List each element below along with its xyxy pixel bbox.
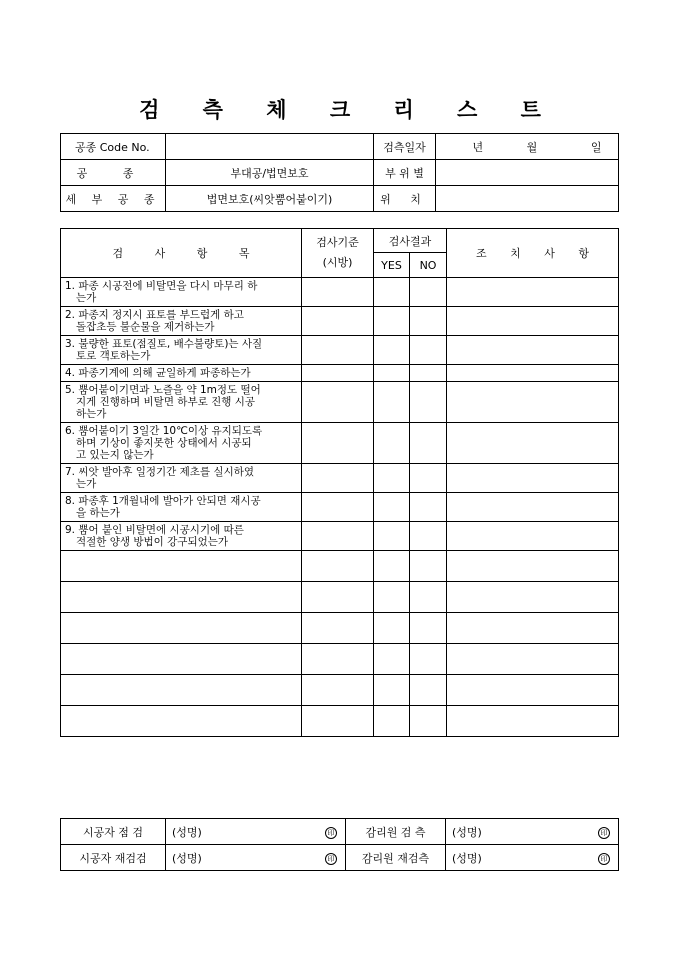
checklist-item-text: [61, 307, 302, 336]
checklist-item-text: [61, 336, 302, 365]
item-line: 돌잡초등 불순물을 제거하는가: [76, 321, 215, 333]
item-line: 토로 객토하는가: [76, 350, 151, 362]
checklist-item-text: [61, 423, 302, 464]
standard-cell[interactable]: [302, 551, 374, 582]
no-cell[interactable]: [410, 336, 447, 365]
standard-cell[interactable]: [302, 423, 374, 464]
yes-cell[interactable]: [374, 423, 410, 464]
item-cell[interactable]: [61, 582, 302, 613]
supervisor-reinspect-label: 감리원 재검측: [346, 845, 446, 871]
yes-cell[interactable]: [374, 522, 410, 551]
checklist-item-text: [61, 522, 302, 551]
yes-cell[interactable]: [374, 365, 410, 382]
item-cell[interactable]: [61, 551, 302, 582]
empty-row: [61, 675, 619, 706]
standard-cell[interactable]: [302, 613, 374, 644]
no-cell[interactable]: [410, 706, 447, 737]
position-label: 위 치: [374, 186, 436, 212]
action-cell[interactable]: [447, 464, 619, 493]
inspection-date-label: 검측일자: [374, 134, 436, 160]
action-cell[interactable]: [447, 307, 619, 336]
item-line: 3. 불량한 표토(점질토, 배수불량토)는 사질: [65, 338, 263, 350]
action-cell[interactable]: [447, 382, 619, 423]
date-day: 일: [590, 140, 602, 154]
item-line: 을 하는가: [76, 507, 120, 519]
item-line: 하는가: [76, 408, 107, 420]
action-cell[interactable]: [447, 493, 619, 522]
yes-cell[interactable]: [374, 551, 410, 582]
checklist-row: [61, 365, 619, 382]
col-action-header: 조 치 사 항: [447, 229, 619, 278]
position-field[interactable]: [436, 186, 619, 212]
no-cell[interactable]: [410, 522, 447, 551]
location-part-field[interactable]: [436, 160, 619, 186]
yes-cell[interactable]: [374, 464, 410, 493]
item-line: 하며 기상이 좋지못한 상태에서 시공되: [76, 437, 252, 449]
checklist-row: [61, 464, 619, 493]
standard-cell[interactable]: [302, 582, 374, 613]
work-code-field[interactable]: [166, 134, 374, 160]
item-cell[interactable]: [61, 613, 302, 644]
item-line: 지게 진행하며 비탈면 하부로 진행 시공: [76, 396, 255, 408]
col-item-header: 검 사 항 목: [61, 229, 302, 278]
sign-placeholder: (성명): [172, 851, 202, 865]
checklist-item-text: [61, 493, 302, 522]
yes-cell[interactable]: [374, 307, 410, 336]
action-cell[interactable]: [447, 551, 619, 582]
yes-cell[interactable]: [374, 278, 410, 307]
checklist-row: [61, 493, 619, 522]
action-cell[interactable]: [447, 675, 619, 706]
yes-cell[interactable]: [374, 582, 410, 613]
checklist-row: [61, 307, 619, 336]
item-line: 4. 파종기계에 의해 균일하게 파종하는가: [65, 367, 251, 379]
checklist-item-text: [61, 382, 302, 423]
empty-row: [61, 582, 619, 613]
contractor-inspect-sign-field[interactable]: [166, 819, 346, 845]
checklist-item-text: [61, 365, 302, 382]
checklist-empty-rows: [61, 551, 619, 737]
yes-cell[interactable]: [374, 613, 410, 644]
checklist-row: [61, 522, 619, 551]
action-cell[interactable]: [447, 706, 619, 737]
signature-table: [60, 818, 619, 871]
col-yes-header: YES: [374, 253, 410, 278]
item-line: 1. 파종 시공전에 비탈면을 다시 마무리 하: [65, 280, 258, 292]
item-cell[interactable]: [61, 644, 302, 675]
item-line: 5. 뿜어붙이기면과 노즐을 약 1m정도 떨어: [65, 384, 261, 396]
col-result-header: 검사결과: [374, 229, 447, 253]
action-cell[interactable]: [447, 522, 619, 551]
location-part-label: 부 위 별: [374, 160, 436, 186]
yes-cell[interactable]: [374, 336, 410, 365]
supervisor-reinspect-sign-field[interactable]: [446, 845, 619, 871]
standard-cell[interactable]: [302, 644, 374, 675]
no-cell[interactable]: [410, 493, 447, 522]
empty-row: [61, 551, 619, 582]
action-cell[interactable]: [447, 365, 619, 382]
yes-cell[interactable]: [374, 382, 410, 423]
inspection-date-field[interactable]: [436, 134, 619, 160]
sign-placeholder: (성명): [452, 825, 482, 839]
yes-cell[interactable]: [374, 675, 410, 706]
empty-row: [61, 613, 619, 644]
standard-cell[interactable]: [302, 365, 374, 382]
no-cell[interactable]: [410, 365, 447, 382]
standard-cell[interactable]: [302, 522, 374, 551]
item-line: 는가: [76, 478, 97, 490]
detail-work-label: 세 부 공 종: [61, 186, 166, 212]
supervisor-inspect-sign-field[interactable]: [446, 819, 619, 845]
item-line: 고 있는지 않는가: [76, 449, 154, 461]
item-line: 적절한 양생 방법이 강구되었는가: [76, 536, 229, 548]
col-no-header: NO: [410, 253, 447, 278]
no-cell[interactable]: [410, 551, 447, 582]
date-month: 월: [526, 140, 538, 154]
col-standard-line2: (시방): [322, 256, 353, 269]
contractor-reinspect-label: 시공자 재검검: [61, 845, 166, 871]
standard-cell[interactable]: [302, 493, 374, 522]
standard-cell[interactable]: [302, 464, 374, 493]
checklist-item-text: [61, 464, 302, 493]
yes-cell[interactable]: [374, 706, 410, 737]
standard-cell[interactable]: [302, 706, 374, 737]
seal-icon: 印: [325, 827, 337, 839]
work-code-label: 공종 Code No.: [61, 134, 166, 160]
col-standard-line1: 검사기준: [316, 236, 359, 249]
empty-row: [61, 706, 619, 737]
standard-cell[interactable]: [302, 382, 374, 423]
action-cell[interactable]: [447, 644, 619, 675]
no-cell[interactable]: [410, 644, 447, 675]
checklist-row: [61, 336, 619, 365]
action-cell[interactable]: [447, 582, 619, 613]
detail-work-field[interactable]: 법면보호(씨앗뿜어붙이기): [166, 186, 374, 212]
checklist-item-text: [61, 278, 302, 307]
checklist-table: [60, 228, 619, 737]
checklist-row: [61, 382, 619, 423]
seal-icon: 印: [598, 853, 610, 865]
sign-placeholder: (성명): [172, 825, 202, 839]
item-cell[interactable]: [61, 675, 302, 706]
no-cell[interactable]: [410, 278, 447, 307]
yes-cell[interactable]: [374, 644, 410, 675]
item-line: 는가: [76, 292, 97, 304]
item-line: 9. 뿜어 붙인 비탈면에 시공시기에 따른: [65, 524, 244, 536]
standard-cell[interactable]: [302, 336, 374, 365]
item-cell[interactable]: [61, 706, 302, 737]
item-line: 8. 파종후 1개월내에 발아가 안되면 재시공: [65, 495, 261, 507]
action-cell[interactable]: [447, 613, 619, 644]
no-cell[interactable]: [410, 613, 447, 644]
action-cell[interactable]: [447, 423, 619, 464]
empty-row: [61, 644, 619, 675]
supervisor-inspect-label: 감리원 검 측: [346, 819, 446, 845]
item-line: 6. 뿜어붙이기 3일간 10℃이상 유지되도록: [65, 425, 263, 437]
date-year: 년: [472, 140, 484, 154]
no-cell[interactable]: [410, 464, 447, 493]
no-cell[interactable]: [410, 307, 447, 336]
checklist-items: [61, 278, 619, 551]
no-cell[interactable]: [410, 582, 447, 613]
page-title: 검 측 체 크 리 스 트: [139, 97, 559, 122]
checklist-row: [61, 278, 619, 307]
sign-placeholder: (성명): [452, 851, 482, 865]
checklist-row: [61, 423, 619, 464]
seal-icon: 印: [598, 827, 610, 839]
seal-icon: 印: [325, 853, 337, 865]
no-cell[interactable]: [410, 382, 447, 423]
action-cell[interactable]: [447, 278, 619, 307]
standard-cell[interactable]: [302, 307, 374, 336]
contractor-inspect-label: 시공자 점 검: [61, 819, 166, 845]
action-cell[interactable]: [447, 336, 619, 365]
work-type-field[interactable]: 부대공/법면보호: [166, 160, 374, 186]
work-type-label: 공 종: [61, 160, 166, 186]
header-table: [60, 133, 619, 212]
item-line: 7. 씨앗 발아후 일정기간 제초를 실시하였: [65, 466, 254, 478]
yes-cell[interactable]: [374, 493, 410, 522]
no-cell[interactable]: [410, 423, 447, 464]
contractor-reinspect-sign-field[interactable]: [166, 845, 346, 871]
standard-cell[interactable]: [302, 278, 374, 307]
no-cell[interactable]: [410, 675, 447, 706]
standard-cell[interactable]: [302, 675, 374, 706]
col-standard-header: [302, 229, 374, 278]
item-line: 2. 파종지 정지시 표토를 부드럽게 하고: [65, 309, 244, 321]
